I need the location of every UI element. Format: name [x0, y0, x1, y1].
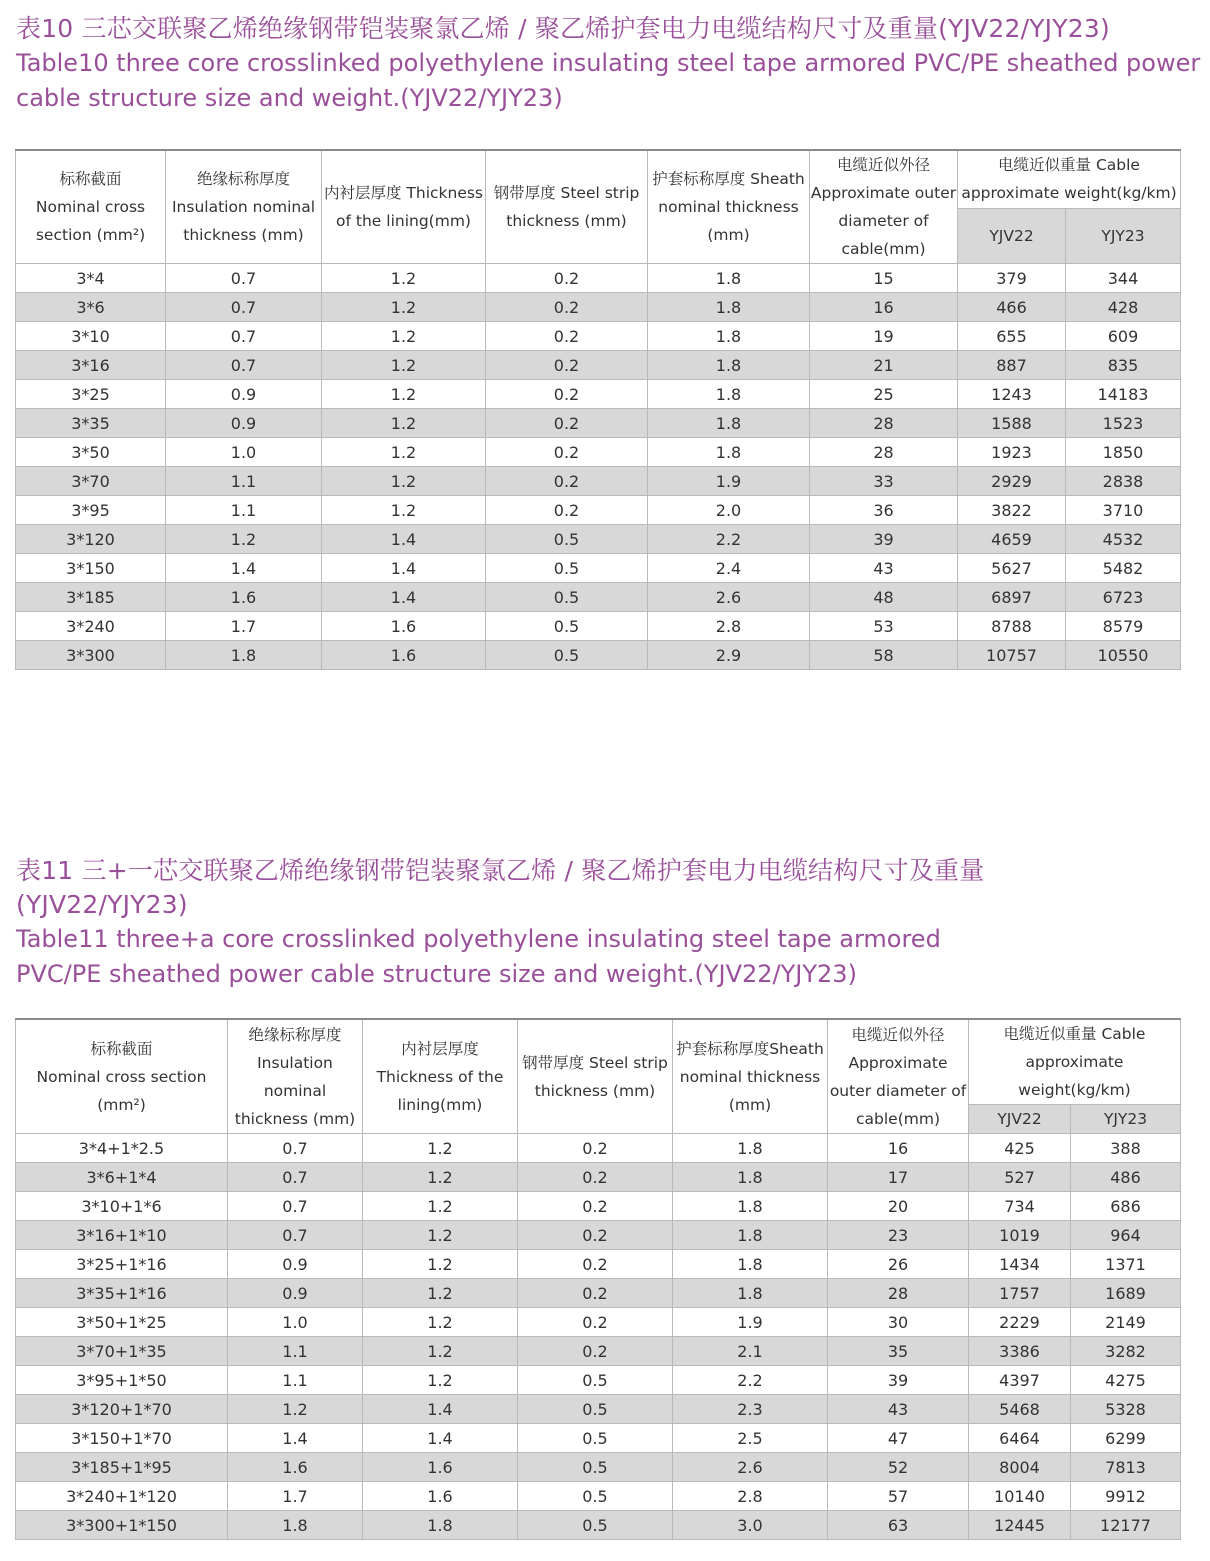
table-cell: 2.1 [673, 1337, 828, 1366]
table-cell: 1.2 [363, 1250, 518, 1279]
table-cell: 1.2 [363, 1279, 518, 1308]
table11-title-cn: 表11 三+一芯交联聚乙烯绝缘钢带铠装聚氯乙烯 / 聚乙烯护套电力电缆结构尺寸及重量(YJV22/YJY23) [16, 856, 985, 919]
table-cell: 43 [810, 554, 958, 583]
table-cell: 2.8 [648, 612, 810, 641]
table-row [16, 641, 1181, 670]
table10-title-cn: 表10 三芯交联聚乙烯绝缘钢带铠装聚氯乙烯 / 聚乙烯护套电力电缆结构尺寸及重量(YJV22/YJY23) [16, 14, 1110, 43]
table-cell: 3*25 [16, 380, 166, 409]
table-cell: 3*50+1*25 [16, 1308, 228, 1337]
table-cell: 1.8 [673, 1192, 828, 1221]
table-cell: 3*120 [16, 525, 166, 554]
table-cell: 1019 [969, 1221, 1071, 1250]
table-cell: 4275 [1071, 1366, 1181, 1395]
header-insulation [166, 150, 322, 264]
table-cell: 1.8 [166, 641, 322, 670]
table-cell: 3*6+1*4 [16, 1163, 228, 1192]
table-cell: 0.7 [166, 264, 322, 293]
table-cell: 57 [828, 1482, 969, 1511]
table-cell: 36 [810, 496, 958, 525]
table-cell: 3*300+1*150 [16, 1511, 228, 1540]
table-cell: 887 [958, 351, 1066, 380]
table-cell: 1.8 [673, 1221, 828, 1250]
table-cell: 2.2 [673, 1366, 828, 1395]
table-cell: 58 [810, 641, 958, 670]
table-cell: 1243 [958, 380, 1066, 409]
table-cell: 63 [828, 1511, 969, 1540]
table-cell: 1.6 [363, 1453, 518, 1482]
table-cell: 1.2 [363, 1134, 518, 1163]
table-cell: 3*300 [16, 641, 166, 670]
table10-title-en: Table10 three core crosslinked polyethylene insulating steel tape armored PVC/PE sheathed power cable structure size and weight.(YJV22/YJY23) [16, 49, 1201, 112]
table-cell: 1.8 [673, 1250, 828, 1279]
table-cell: 6897 [958, 583, 1066, 612]
table-row [16, 612, 1181, 641]
table-cell: 1.2 [322, 293, 486, 322]
table-cell: 6299 [1071, 1424, 1181, 1453]
table-row [16, 1134, 1181, 1163]
header-yjy23: YJY23 [1071, 1105, 1181, 1134]
table-cell: 0.7 [228, 1221, 363, 1250]
table-cell: 25 [810, 380, 958, 409]
table11-title [16, 854, 1076, 992]
table-cell: 0.2 [486, 438, 648, 467]
header-section-cn: 标称截面 [90, 1039, 153, 1058]
table-cell: 1689 [1071, 1279, 1181, 1308]
table-cell: 4532 [1066, 525, 1181, 554]
table-cell: 28 [810, 438, 958, 467]
table-cell: 3*95 [16, 496, 166, 525]
table-cell: 0.5 [486, 583, 648, 612]
table-row [16, 438, 1181, 467]
table-cell: 835 [1066, 351, 1181, 380]
header-diameter: 电缆近似外径 Approximate outer diameter of cable(mm) [810, 150, 958, 264]
table-cell: 3*150 [16, 554, 166, 583]
table-cell: 1.2 [363, 1337, 518, 1366]
table-cell: 388 [1071, 1134, 1181, 1163]
table-cell: 3*35 [16, 409, 166, 438]
table-cell: 7813 [1071, 1453, 1181, 1482]
table-cell: 0.2 [486, 293, 648, 322]
table-cell: 0.7 [166, 293, 322, 322]
table-cell: 3*25+1*16 [16, 1250, 228, 1279]
table-cell: 3386 [969, 1337, 1071, 1366]
header-insulation-cn: 绝缘标称厚度 [196, 170, 290, 188]
table-cell: 527 [969, 1163, 1071, 1192]
table-cell: 53 [810, 612, 958, 641]
table-row [16, 409, 1181, 438]
table-cell: 425 [969, 1134, 1071, 1163]
table-cell: 1.8 [673, 1134, 828, 1163]
table-cell: 1.6 [166, 583, 322, 612]
table-cell: 1.2 [322, 380, 486, 409]
table-row [16, 264, 1181, 293]
table-cell: 1.2 [322, 496, 486, 525]
table-cell: 1.2 [322, 409, 486, 438]
table-cell: 3*6 [16, 293, 166, 322]
header-yjv22: YJV22 [958, 208, 1066, 264]
table-cell: 0.2 [518, 1221, 673, 1250]
table-cell: 16 [828, 1134, 969, 1163]
table-row [16, 293, 1181, 322]
table-cell: 1.6 [322, 612, 486, 641]
table-cell: 0.2 [486, 264, 648, 293]
table-cell: 2929 [958, 467, 1066, 496]
table-cell: 3*70 [16, 467, 166, 496]
table-cell: 0.7 [166, 322, 322, 351]
table10 [15, 149, 1181, 670]
table-cell: 2.9 [648, 641, 810, 670]
table-cell: 1.9 [673, 1308, 828, 1337]
table-cell: 0.5 [486, 612, 648, 641]
table-cell: 19 [810, 322, 958, 351]
table-cell: 30 [828, 1308, 969, 1337]
table-cell: 0.2 [518, 1134, 673, 1163]
table-cell: 1.2 [322, 467, 486, 496]
table-cell: 8788 [958, 612, 1066, 641]
table-cell: 35 [828, 1337, 969, 1366]
table-cell: 0.9 [228, 1250, 363, 1279]
table-cell: 0.2 [518, 1279, 673, 1308]
table-cell: 428 [1066, 293, 1181, 322]
table-cell: 1.4 [363, 1395, 518, 1424]
table-cell: 0.2 [486, 496, 648, 525]
table-cell: 0.2 [518, 1250, 673, 1279]
table-cell: 1.2 [228, 1395, 363, 1424]
table-cell: 0.5 [518, 1395, 673, 1424]
table-cell: 609 [1066, 322, 1181, 351]
table-cell: 466 [958, 293, 1066, 322]
table-row [16, 1250, 1181, 1279]
table-cell: 1.1 [166, 467, 322, 496]
table-cell: 0.2 [518, 1163, 673, 1192]
table-cell: 0.5 [518, 1424, 673, 1453]
table-cell: 0.2 [486, 322, 648, 351]
table-cell: 0.5 [518, 1366, 673, 1395]
table-cell: 3*10+1*6 [16, 1192, 228, 1221]
table-cell: 1523 [1066, 409, 1181, 438]
table-cell: 1434 [969, 1250, 1071, 1279]
table-cell: 0.5 [518, 1482, 673, 1511]
table-cell: 964 [1071, 1221, 1181, 1250]
table-cell: 655 [958, 322, 1066, 351]
table-cell: 1.2 [363, 1192, 518, 1221]
table-row [16, 1163, 1181, 1192]
table-cell: 0.9 [166, 380, 322, 409]
table-cell: 10140 [969, 1482, 1071, 1511]
table-row [16, 496, 1181, 525]
table-row [16, 1279, 1181, 1308]
table-cell: 1.2 [363, 1163, 518, 1192]
table-cell: 39 [810, 525, 958, 554]
table-row [16, 1366, 1181, 1395]
table-cell: 486 [1071, 1163, 1181, 1192]
table-cell: 5328 [1071, 1395, 1181, 1424]
table-cell: 2.6 [673, 1453, 828, 1482]
table10-title [16, 12, 1206, 116]
table-cell: 1.4 [322, 525, 486, 554]
table-cell: 0.2 [518, 1308, 673, 1337]
header-lining-en: Thickness of the lining(mm) [376, 1067, 504, 1114]
table11 [15, 1018, 1181, 1540]
table-cell: 0.2 [518, 1337, 673, 1366]
table-cell: 1.2 [322, 264, 486, 293]
table10-body [16, 264, 1181, 670]
table-cell: 39 [828, 1366, 969, 1395]
table-cell: 1.2 [322, 351, 486, 380]
table-cell: 12445 [969, 1511, 1071, 1540]
table-cell: 0.5 [486, 525, 648, 554]
table-cell: 3*35+1*16 [16, 1279, 228, 1308]
table-cell: 47 [828, 1424, 969, 1453]
table-cell: 21 [810, 351, 958, 380]
table-cell: 8579 [1066, 612, 1181, 641]
table-cell: 0.7 [166, 351, 322, 380]
table-row [16, 1424, 1181, 1453]
table-row [16, 1221, 1181, 1250]
table-cell: 3*95+1*50 [16, 1366, 228, 1395]
table-row [16, 554, 1181, 583]
table-row [16, 1453, 1181, 1482]
table-cell: 3*240 [16, 612, 166, 641]
table-cell: 1.8 [648, 351, 810, 380]
table-cell: 3*150+1*70 [16, 1424, 228, 1453]
header-weight: 电缆近似重量 Cable approximate weight(kg/km) [969, 1019, 1181, 1105]
table-row [16, 322, 1181, 351]
header-sheath: 护套标称厚度Sheath nominal thickness (mm) [673, 1019, 828, 1134]
table-cell: 6464 [969, 1424, 1071, 1453]
table-cell: 0.9 [228, 1279, 363, 1308]
header-insulation-en: Insulation nominal thickness (mm) [234, 1053, 356, 1128]
table-cell: 23 [828, 1221, 969, 1250]
table-cell: 3*240+1*120 [16, 1482, 228, 1511]
table-cell: 1.2 [363, 1366, 518, 1395]
table-cell: 0.5 [518, 1453, 673, 1482]
table-cell: 48 [810, 583, 958, 612]
table-cell: 2149 [1071, 1308, 1181, 1337]
header-yjv22: YJV22 [969, 1105, 1071, 1134]
table-cell: 9912 [1071, 1482, 1181, 1511]
table-cell: 1.8 [648, 264, 810, 293]
table-cell: 8004 [969, 1453, 1071, 1482]
table-row [16, 1395, 1181, 1424]
table-cell: 3*16 [16, 351, 166, 380]
table-cell: 33 [810, 467, 958, 496]
table-cell: 1.7 [166, 612, 322, 641]
table-cell: 1588 [958, 409, 1066, 438]
table-cell: 1.8 [648, 380, 810, 409]
table-cell: 5482 [1066, 554, 1181, 583]
table-cell: 10550 [1066, 641, 1181, 670]
table-cell: 0.7 [228, 1163, 363, 1192]
table-cell: 1.4 [322, 554, 486, 583]
header-insulation-en: Insulation nominal thickness (mm) [171, 198, 316, 244]
table-cell: 1.4 [166, 554, 322, 583]
header-lining-cn: 内衬层厚度 [401, 1039, 479, 1058]
table-cell: 1.8 [648, 293, 810, 322]
header-yjy23: YJY23 [1066, 208, 1181, 264]
table-cell: 5627 [958, 554, 1066, 583]
table11-body [16, 1134, 1181, 1540]
table-cell: 2.8 [673, 1482, 828, 1511]
table-cell: 5468 [969, 1395, 1071, 1424]
table-cell: 1.0 [228, 1308, 363, 1337]
table-cell: 28 [828, 1279, 969, 1308]
table-cell: 1371 [1071, 1250, 1181, 1279]
table-cell: 1.2 [322, 438, 486, 467]
table-cell: 3*120+1*70 [16, 1395, 228, 1424]
table-cell: 1.8 [673, 1163, 828, 1192]
table-row [16, 380, 1181, 409]
table-cell: 1.8 [363, 1511, 518, 1540]
table-cell: 344 [1066, 264, 1181, 293]
table-cell: 20 [828, 1192, 969, 1221]
table-row [16, 525, 1181, 554]
table-cell: 1.4 [363, 1424, 518, 1453]
table-cell: 1.1 [228, 1366, 363, 1395]
header-steel: 钢带厚度 Steel strip thickness (mm) [486, 150, 648, 264]
header-insulation-cn: 绝缘标称厚度 [248, 1025, 342, 1044]
table-cell: 1923 [958, 438, 1066, 467]
table-cell: 10757 [958, 641, 1066, 670]
header-lining: 内衬层厚度 Thickness of the lining(mm) [322, 150, 486, 264]
table-row [16, 1308, 1181, 1337]
table-cell: 1.1 [166, 496, 322, 525]
table-row [16, 583, 1181, 612]
table-cell: 15 [810, 264, 958, 293]
header-diameter: 电缆近似外径 Approximate outer diameter of cable(mm) [828, 1019, 969, 1134]
table-cell: 1.2 [166, 525, 322, 554]
table-cell: 0.2 [518, 1192, 673, 1221]
table-cell: 1850 [1066, 438, 1181, 467]
table-cell: 0.2 [486, 380, 648, 409]
table-cell: 17 [828, 1163, 969, 1192]
table-cell: 16 [810, 293, 958, 322]
table-cell: 3*4+1*2.5 [16, 1134, 228, 1163]
table-cell: 1.0 [166, 438, 322, 467]
header-lining [363, 1019, 518, 1134]
table-cell: 0.5 [486, 554, 648, 583]
table-cell: 1.4 [228, 1424, 363, 1453]
table-cell: 3710 [1066, 496, 1181, 525]
table-cell: 2229 [969, 1308, 1071, 1337]
table-cell: 3.0 [673, 1511, 828, 1540]
table-cell: 379 [958, 264, 1066, 293]
header-weight: 电缆近似重量 Cable approximate weight(kg/km) [958, 150, 1181, 208]
table-cell: 3822 [958, 496, 1066, 525]
table-cell: 28 [810, 409, 958, 438]
table-row [16, 1337, 1181, 1366]
table-row [16, 1192, 1181, 1221]
table-cell: 0.5 [486, 641, 648, 670]
table-row [16, 351, 1181, 380]
table-cell: 2.0 [648, 496, 810, 525]
table-cell: 1.2 [363, 1221, 518, 1250]
table11-title-en: Table11 three+a core crosslinked polyethylene insulating steel tape armored PVC/PE sheathed power cable structure size and weight.(YJV22/YJY23) [16, 925, 941, 988]
table-cell: 4397 [969, 1366, 1071, 1395]
table-cell: 0.9 [166, 409, 322, 438]
table-cell: 1.6 [322, 641, 486, 670]
table-cell: 1.8 [648, 438, 810, 467]
table-row [16, 467, 1181, 496]
table-cell: 12177 [1071, 1511, 1181, 1540]
table-cell: 1.6 [228, 1453, 363, 1482]
header-steel: 钢带厚度 Steel strip thickness (mm) [518, 1019, 673, 1134]
table-cell: 3*185 [16, 583, 166, 612]
header-section [16, 1019, 228, 1134]
table-cell: 1.8 [673, 1279, 828, 1308]
table-cell: 2.6 [648, 583, 810, 612]
table-cell: 1.8 [648, 322, 810, 351]
header-insulation [228, 1019, 363, 1134]
table-cell: 6723 [1066, 583, 1181, 612]
header-section-cn: 标称截面 [59, 170, 122, 188]
table-cell: 52 [828, 1453, 969, 1482]
table-cell: 0.2 [486, 467, 648, 496]
header-section [16, 150, 166, 264]
table-row [16, 1482, 1181, 1511]
table-cell: 734 [969, 1192, 1071, 1221]
table-cell: 26 [828, 1250, 969, 1279]
table-cell: 14183 [1066, 380, 1181, 409]
header-sheath: 护套标称厚度 Sheath nominal thickness (mm) [648, 150, 810, 264]
table-cell: 686 [1071, 1192, 1181, 1221]
table-cell: 1757 [969, 1279, 1071, 1308]
table-cell: 1.8 [228, 1511, 363, 1540]
table-cell: 0.2 [486, 351, 648, 380]
table-cell: 3*50 [16, 438, 166, 467]
table-cell: 3*10 [16, 322, 166, 351]
table-cell: 1.6 [363, 1482, 518, 1511]
table-cell: 43 [828, 1395, 969, 1424]
table-cell: 2.2 [648, 525, 810, 554]
table-cell: 2.4 [648, 554, 810, 583]
table-cell: 3*4 [16, 264, 166, 293]
header-section-en: Nominal cross section (mm²) [35, 198, 146, 244]
table-cell: 2838 [1066, 467, 1181, 496]
table-cell: 2.5 [673, 1424, 828, 1453]
table-cell: 1.1 [228, 1337, 363, 1366]
header-section-en: Nominal cross section (mm²) [36, 1067, 207, 1114]
table-cell: 0.7 [228, 1192, 363, 1221]
table-cell: 3*16+1*10 [16, 1221, 228, 1250]
table-cell: 1.2 [322, 322, 486, 351]
table-cell: 0.7 [228, 1134, 363, 1163]
table-cell: 1.2 [363, 1308, 518, 1337]
table-row [16, 1511, 1181, 1540]
table-cell: 3*185+1*95 [16, 1453, 228, 1482]
table-cell: 1.7 [228, 1482, 363, 1511]
table-cell: 4659 [958, 525, 1066, 554]
table-cell: 1.9 [648, 467, 810, 496]
table-cell: 0.5 [518, 1511, 673, 1540]
table-cell: 1.8 [648, 409, 810, 438]
table-cell: 2.3 [673, 1395, 828, 1424]
table-cell: 1.4 [322, 583, 486, 612]
table-cell: 3*70+1*35 [16, 1337, 228, 1366]
table-cell: 0.2 [486, 409, 648, 438]
table-cell: 3282 [1071, 1337, 1181, 1366]
